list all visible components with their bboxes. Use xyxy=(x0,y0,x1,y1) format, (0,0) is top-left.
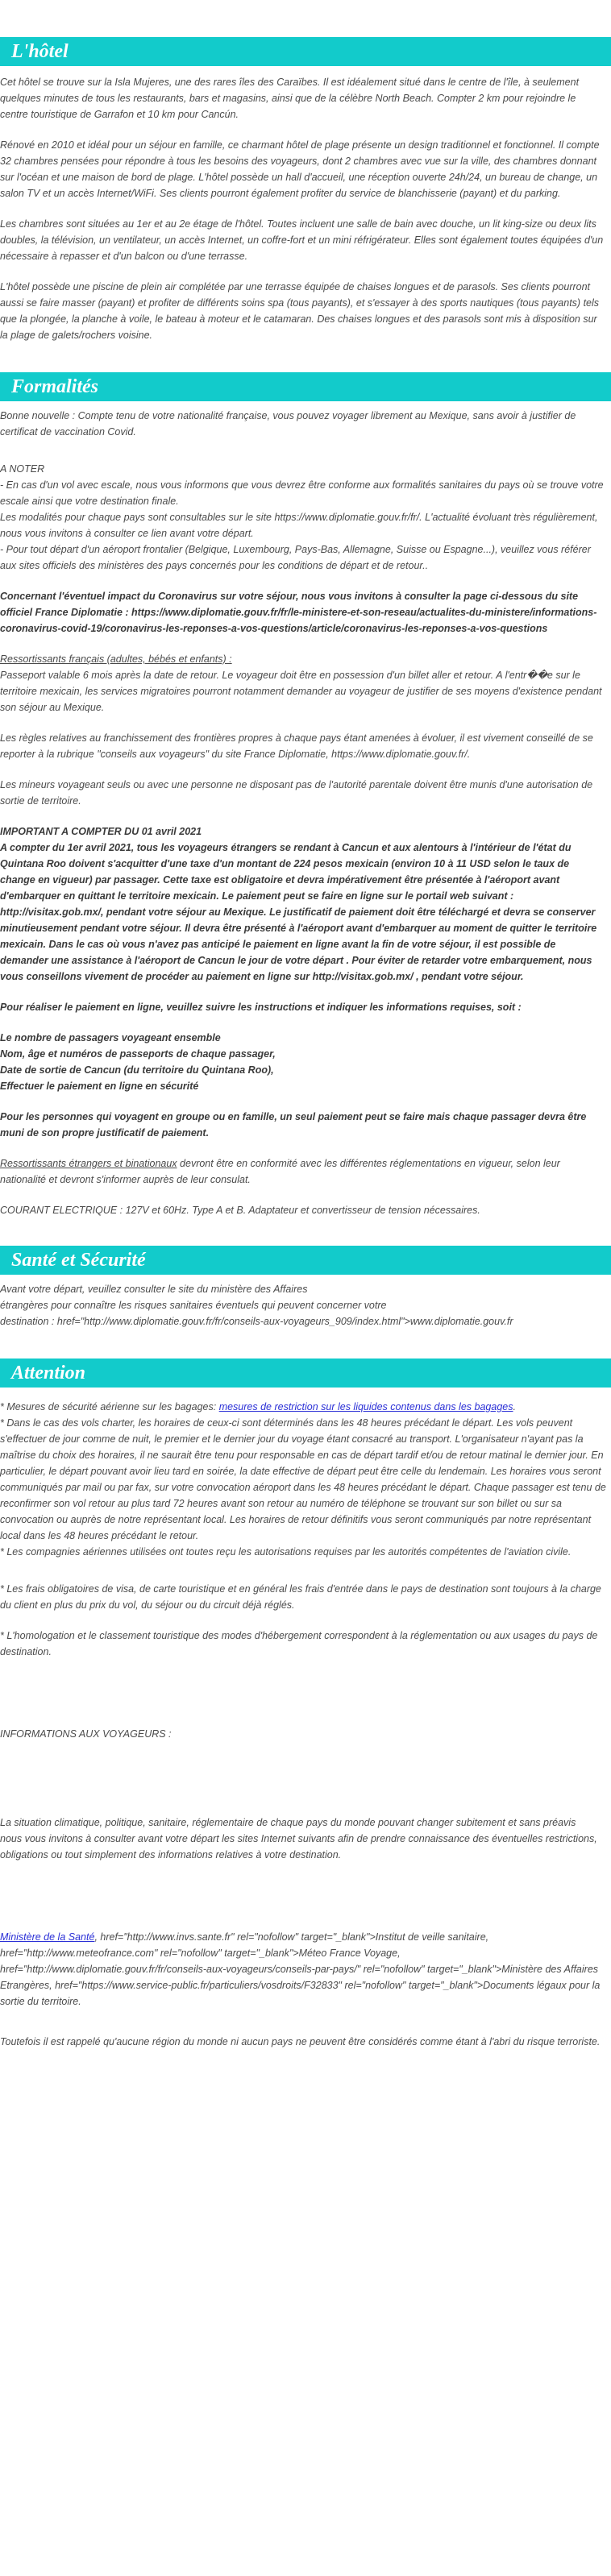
attention-heading: Attention xyxy=(0,1359,611,1388)
situation-line: La situation climatique, politique, sanitaire, réglementaire de chaque pays du monde pouvant changer subitement et sans préavis xyxy=(0,1817,576,1828)
important-tax-body: A compter du 1er avril 2021, tous les voyageurs étrangers se rendant à Cancun et aux alentours à l'intérieur de l'état du Quintana Roo doivent s'acquitter d'une taxe d'un montant de 224 pesos mexicain (environ 10 à 11 USD selon le taux de change en vigueur) par passager. Cette taxe est obligatoire et devra impérativement être présentée à l'aéroport avant d'embarquer en quittant le territoire mexicain. Le paiement peut se faire en ligne sur le portail web suivant : http://visitax.gob.mx/, pendant votre séjour au Mexique. Le justificatif de paiement doit être téléchargé et devra se conserver minutieusement pendant votre séjour. Il devra être présenté à l'aéroport avant d'embarquer au moment de quitter le territoire mexicain. Dans le cas où vous n'avez pas anticipé le paiement en ligne avant la fin de votre séjour, il est possible de demander une assistance à l'aéroport de Cancun le jour de votre départ . Pour éviter de retarder votre embarquement, nous vous conseillons vivement de procéder au paiement en ligne sur http://visitax.gob.mx/ , pendant votre séjour. xyxy=(0,842,597,982)
payment-steps-heading: Pour réaliser le paiement en ligne, veuillez suivre les instructions et indiquer les informations requises, soit : xyxy=(0,1002,522,1013)
hotel-description-paragraph: Rénové en 2010 et idéal pour un séjour en famille, ce charmant hôtel de plage présente un design traditionnel et fonctionnel. Il compte 32 chambres pensées pour répondre à tous les besoins des voyageurs, dont 2 chambres avec vue sur la ville, des chambres donnant sur l'océan et une maison de bord de plage. L'hôtel possède un hall d'accueil, une réception ouverte 24h/24, un bureau de change, un salon TV et un accès Internet/WiFi. Ses clients pourront également profiter du service de blanchisserie (payant) et du parking. xyxy=(0,139,600,199)
hotel-heading: L'hôtel xyxy=(0,37,611,66)
french-nationals-heading: Ressortissants français (adultes, bébés et enfants) : xyxy=(0,653,232,665)
sante-section xyxy=(0,1242,611,1359)
sante-line: Avant votre départ, veuillez consulter le site du ministère des Affaires xyxy=(0,1284,308,1295)
hotel-section xyxy=(0,0,611,367)
charter-flights-notice: * Dans le cas des vols charter, les horaires de ceux-ci sont déterminés dans les 48 heures précédant le départ. Les vols peuvent s'effectuer de jour comme de nuit, le premier et le dernier jour du voyage étant consacré au transport. L'organisateur n'ayant pas la maîtrise du choix des horaires, il ne saurait être tenu pour responsable en cas de départ tardif et/ou de retour matinal le dernier jour. En particulier, le départ pouvant avoir lieu tard en soirée, la date effective de départ peut être celle du lendemain. Les horaires vous seront communiqués par mail ou par fax, sur votre convocation aéroport dans les 48 heures précédant le départ. Chaque passager est tenu de reconfirmer son vol retour au plus tard 72 heures avant son retour au numéro de téléphone se trouvant sur son billet ou sur sa convocation ou auprès de notre représentant local. Les horaires de retour définitifs vous seront communiqués par notre représentant local dans les 48 heures précédant le retour. xyxy=(0,1417,606,1541)
electric-current: COURANT ELECTRIQUE : 127V et 60Hz. Type A et B. Adaptateur et convertisseur de tension nécessaires. xyxy=(0,1205,480,1216)
formalites-section xyxy=(0,367,611,1242)
luggage-security-line xyxy=(0,1399,606,1415)
accommodation-rating-notice: * L'homologation et le classement touristique des modes d'hébergement correspondent à la réglementation ou aux usages du pays de destination. xyxy=(0,1630,598,1657)
liquids-restriction-link[interactable]: mesures de restriction sur les liquides contenus dans les bagages xyxy=(218,1401,513,1412)
foreign-nationals-text: devront être en conformité avec les différentes réglementations en vigueur, selon leur nationalité et devront s'informer auprès de leur consulat. xyxy=(0,1158,560,1185)
official-sites-paragraph xyxy=(0,1929,606,2010)
traveler-info-heading: INFORMATIONS AUX VOYAGEURS : xyxy=(0,1728,172,1740)
group-payment-notice: Pour les personnes qui voyagent en groupe ou en famille, un seul paiement peut se faire mais chaque passager devra être muni de son propre justificatif de paiement. xyxy=(0,1111,587,1139)
ministere-sante-link[interactable]: Ministère de la Santé xyxy=(0,1931,95,1943)
spacer xyxy=(0,1877,606,1929)
terrorism-notice: Toutefois il est rappelé qu'aucune région du monde ni aucun pays ne peuvent être considérés comme étant à l'abri du risque terroriste. xyxy=(0,2036,601,2047)
border-rules: Les règles relatives au franchissement des frontières propres à chaque pays étant amenées à évoluer, il est vivement conseillé de se reporter à la rubrique "conseils aux voyageurs" du site France Diplomatie, https://www.diplomatie.gouv.fr/. xyxy=(0,732,593,760)
hotel-location-paragraph: Cet hôtel se trouve sur la Isla Mujeres, une des rares îles des Caraïbes. Il est idéalement situé dans le centre de l'île, à seulement quelques minutes de tous les restaurants, bars et magasins, ainsi que de la célèbre North Beach. Compter 2 km pour rejoindre le centre touristique de Garrafon et 10 km pour Cancún. xyxy=(0,77,580,120)
sante-heading: Santé et Sécurité xyxy=(0,1246,611,1275)
luggage-security-prefix: * Mesures de sécurité aérienne sur les bagages: xyxy=(0,1401,219,1412)
note-border-airports: - Pour tout départ d'un aéroport frontalier (Belgique, Luxembourg, Pays-Bas, Allemagne, Suisse ou Espagne...), veuillez vous référer aux sites officiels des ministères des pays concernés pour les conditions de départ et de retour.. xyxy=(0,544,591,571)
payment-step: Date de sortie de Cancun (du territoire du Quintana Roo), xyxy=(0,1064,274,1076)
situation-line: nous vous invitons à consulter avant votre départ les sites Internet suivants afin de prendre connaissance des éventuelles restrictions, obligations ou tout simplement des informations relatives à votre destination. xyxy=(0,1833,597,1860)
hotel-rooms-paragraph: Les chambres sont situées au 1er et au 2e étage de l'hôtel. Toutes incluent une salle de bain avec douche, un lit king-size ou deux lits doubles, la télévision, un ventilateur, un accès Internet, un coffre-fort et un mini réfrigérateur. Elles sont également toutes équipées d'un nécessaire à repasser et d'un balcon ou d'une terrasse. xyxy=(0,218,604,262)
attention-body xyxy=(0,1388,611,2074)
note-heading: A NOTER xyxy=(0,463,45,475)
attention-section xyxy=(0,1359,611,2074)
foreign-nationals-label: Ressortissants étrangers et binationaux xyxy=(0,1158,177,1169)
payment-steps-list xyxy=(0,1030,606,1094)
visa-fees-notice: * Les frais obligatoires de visa, de carte touristique et en général les frais d'entrée dans le pays de destination sont toujours à la charge du client en plus du prix du vol, du séjour ou du circuit déjà réglés. xyxy=(0,1583,601,1611)
sante-line: étrangères pour connaître les risques sanitaires éventuels qui peuvent concerner votre xyxy=(0,1300,387,1311)
payment-step: Nom, âge et numéros de passeports de chaque passager, xyxy=(0,1048,276,1060)
foreign-nationals-paragraph xyxy=(0,1155,606,1188)
note-modalities: Les modalités pour chaque pays sont consultables sur le site https://www.diplomatie.gouv.fr/fr/. L'actualité évoluant très régulièrement, nous vous invitons à consulter ce lien avant votre départ. xyxy=(0,512,598,539)
formalites-body xyxy=(0,401,611,1242)
hotel-facilities-paragraph: L'hôtel possède une piscine de plein air complétée par une terrasse équipée de chaises longues et de parasols. Ses clients pourront aussi se faire masser (payant) et profiter de différents soins spa (tous payants), et s'essayer à des sports nautiques (tous payants) tels que la plongée, la planche à voile, le bateau à moteur et le catamaran. Des chaises longues et des parasols sont mis à disposition sur la plage de galets/rochers voisine. xyxy=(0,281,600,341)
formalites-heading: Formalités xyxy=(0,372,611,401)
hotel-body xyxy=(0,66,611,367)
note-layover: - En cas d'un vol avec escale, nous vous informons que vous devrez être conforme aux formalités sanitaires du pays où se trouve votre escale ainsi que votre destination finale. xyxy=(0,479,604,507)
airlines-notice: * Les compagnies aériennes utilisées ont toutes reçu les autorisations requises par les autorités compétentes de l'aviation civile. xyxy=(0,1546,572,1558)
official-sites-text: , href="http://www.invs.sante.fr" rel="nofollow" target="_blank">Institut de veille sanitaire, href="http://www.meteofrance.com" rel="nofollow" target="_blank">Méteo France Voyage, href="http://www.diplomatie.gouv.fr/fr/conseils-aux-voyageurs/conseils-par-pays/" rel="nofollow" target="_blank">Ministère des Affaires Etrangères, href="https://www.service-public.fr/particuliers/vosdroits/F32833" rel="nofollow" target="_blank">Documents légaux pour la sortie du territoire. xyxy=(0,1931,601,2007)
french-nationals-body: Passeport valable 6 mois après la date de retour. Le voyageur doit être en possession d'un billet aller et retour. A l'entr��e sur le territoire mexicain, les services migratoires pourront notamment demander au voyageur de justifier de ses moyens d'existence pendant son séjour au Mexique. xyxy=(0,670,602,713)
important-heading: IMPORTANT A COMPTER DU 01 avril 2021 xyxy=(0,826,202,837)
spacer xyxy=(0,1757,606,1815)
spacer xyxy=(0,1674,606,1726)
sante-body xyxy=(0,1275,611,1359)
minors-notice: Les mineurs voyageant seuls ou avec une personne ne disposant pas de l'autorité parentale doivent être munis d'une autorisation de sortie de territoire. xyxy=(0,779,593,807)
sante-line: destination : href="http://www.diplomatie.gouv.fr/fr/conseils-aux-voyageurs_909/index.html">www.diplomatie.gouv.fr xyxy=(0,1316,513,1327)
covid-intro: Bonne nouvelle : Compte tenu de votre nationalité française, vous pouvez voyager librement au Mexique, sans avoir à justifier de certificat de vaccination Covid. xyxy=(0,410,576,438)
payment-step: Effectuer le paiement en ligne en sécurité xyxy=(0,1081,199,1092)
payment-step: Le nombre de passagers voyageant ensemble xyxy=(0,1032,221,1043)
covid-notice: Concernant l'éventuel impact du Coronavirus sur votre séjour, nous vous invitons à consulter la page ci-dessous du site officiel France Diplomatie : https://www.diplomatie.gouv.fr/fr/le-ministere-et-son-reseau/actualites-du-ministere/informations-coronavirus-covid-19/coronavirus-les-reponses-a-vos-questions/article/coronavirus-les-reponses-a-vos-questions xyxy=(0,591,597,634)
luggage-security-suffix: . xyxy=(513,1401,516,1412)
